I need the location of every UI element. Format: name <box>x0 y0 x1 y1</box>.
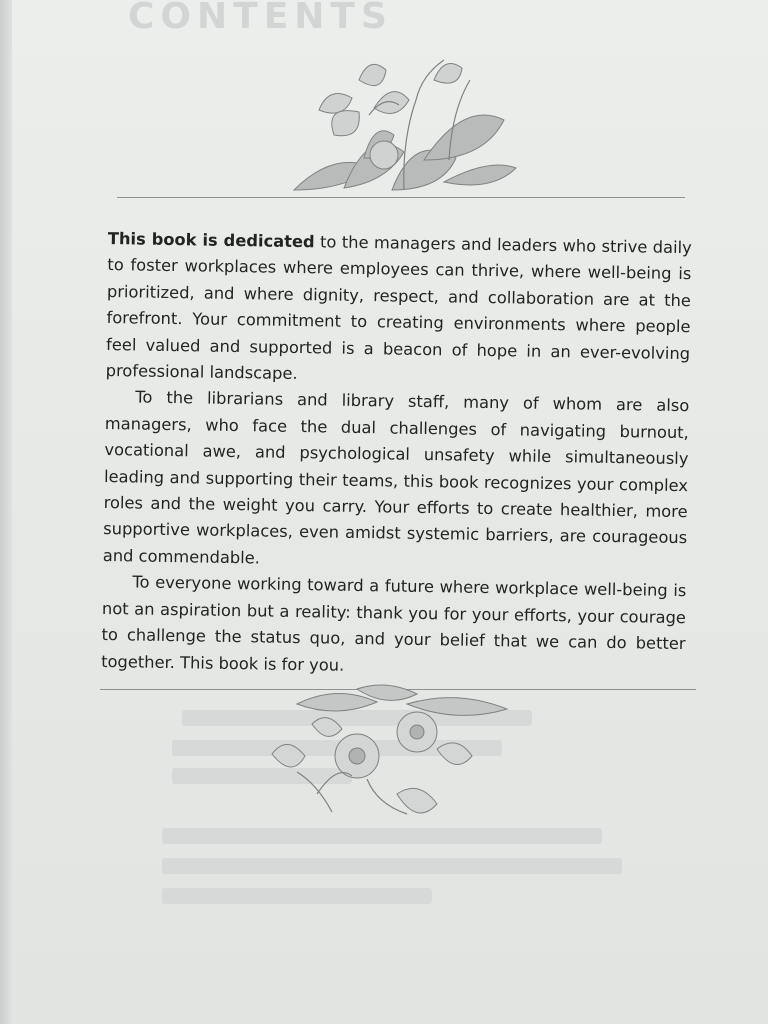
floral-illustration-top <box>274 40 524 200</box>
dedication-paragraph-2: To the librarians and library staff, many of whom are also managers, who face the dual challenges of navigating burnout, vocational awe, and psychological unsafety while simultaneously leading and supporting their teams, this book recognizes your complex roles and the weight you carry. Your efforts to create healthier, more supportive workplaces, even amidst systemic barriers, are courageous and commendable. <box>102 387 690 568</box>
dedication-paragraph-3: To everyone working toward a future where workplace well-being is not an aspiration but a reality: thank you for your efforts, your courage to challenge the status quo, and your belief that we can do better together. This book is for you. <box>101 572 687 675</box>
dedication-paragraph-1-text: to the managers and leaders who strive daily to foster workplaces where employees can thrive, where well-being is prioritized, and where dignity, respect, and collaboration are at the forefront. Your commitment to creating environments where people feel valued and supported is a beacon of hope in an ever-evolving professional landscape. <box>105 232 692 384</box>
dedication-text <box>101 226 692 684</box>
dedication-paragraph-1 <box>106 226 692 394</box>
divider-top <box>117 197 685 198</box>
book-gutter-edge <box>0 0 12 1024</box>
bleed-through-title: CONTENTS <box>128 0 393 37</box>
floral-illustration-bottom <box>257 684 527 834</box>
book-page <box>12 0 768 1024</box>
dedication-lead: This book is dedicated <box>107 228 315 252</box>
